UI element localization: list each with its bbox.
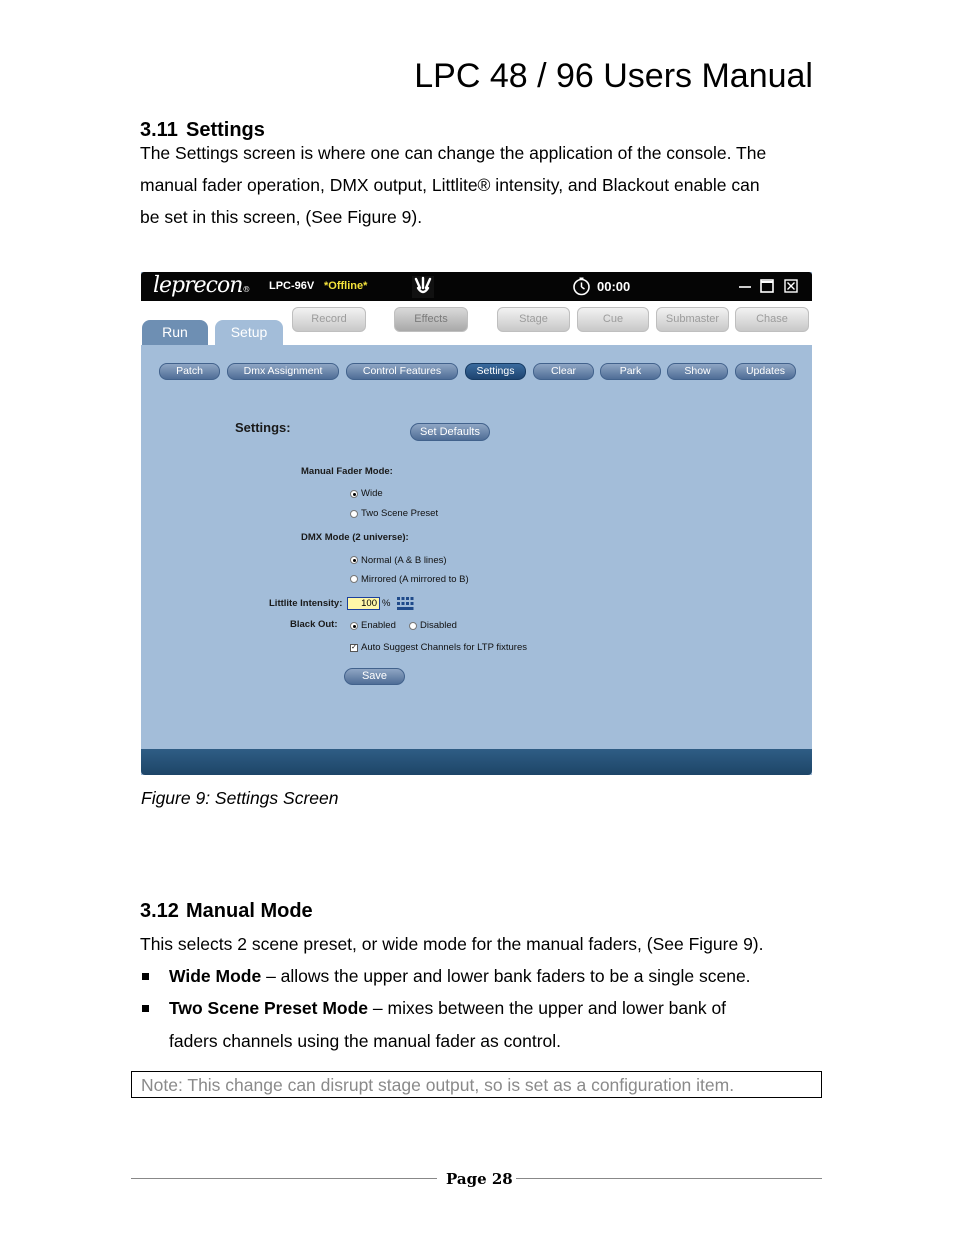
title-bar bbox=[141, 272, 812, 301]
clock-icon bbox=[572, 277, 591, 296]
mirrored-option-label: Mirrored (A mirrored to B) bbox=[361, 574, 469, 585]
blackout-disabled-radio[interactable] bbox=[409, 622, 417, 630]
status-footer bbox=[141, 749, 812, 775]
offline-status: *Offline* bbox=[324, 280, 368, 292]
normal-radio[interactable] bbox=[350, 556, 358, 564]
settings-screen-figure bbox=[141, 272, 812, 775]
section-title: Manual Mode bbox=[186, 900, 313, 922]
bullet-term: Wide Mode bbox=[169, 966, 262, 986]
blackout-enabled-label: Enabled bbox=[361, 620, 396, 631]
auto-suggest-label: Auto Suggest Channels for LTP fixtures bbox=[361, 642, 527, 653]
dmx-assignment-button[interactable]: Dmx Assignment bbox=[227, 363, 339, 380]
manual-mode-intro: This selects 2 scene preset, or wide mode for the manual faders, (See Figure 9). bbox=[140, 934, 764, 954]
littlite-intensity-label: Littlite Intensity: bbox=[269, 598, 343, 609]
park-button[interactable]: Park bbox=[600, 363, 661, 380]
record-button[interactable]: Record bbox=[292, 307, 366, 332]
keypad-icon[interactable] bbox=[397, 597, 414, 610]
show-button[interactable]: Show bbox=[667, 363, 728, 380]
bullet-marker bbox=[142, 973, 149, 980]
bullet-continuation: faders channels using the manual fader as control. bbox=[169, 1031, 562, 1051]
settings-label: Settings: bbox=[235, 420, 291, 435]
save-button[interactable]: Save bbox=[344, 668, 405, 685]
two-scene-preset-option-label: Two Scene Preset bbox=[361, 508, 439, 519]
minimize-icon[interactable] bbox=[737, 278, 753, 294]
percent-unit: % bbox=[382, 598, 391, 609]
effects-button[interactable]: Effects bbox=[394, 307, 468, 332]
hand-logo-icon bbox=[412, 276, 434, 298]
section-heading-manual-mode bbox=[140, 899, 313, 923]
chase-button[interactable]: Chase bbox=[735, 307, 809, 332]
black-out-label: Black Out: bbox=[290, 619, 338, 630]
set-defaults-button[interactable]: Set Defaults bbox=[410, 423, 490, 441]
note-text: Note: This change can disrupt stage output, so is set as a configuration item. bbox=[141, 1075, 735, 1095]
patch-button[interactable]: Patch bbox=[159, 363, 220, 380]
tab-run[interactable]: Run bbox=[142, 320, 208, 345]
wide-option-label: Wide bbox=[361, 488, 383, 499]
settings-paragraph-line: The Settings screen is where one can change the application of the console. The bbox=[140, 143, 767, 163]
blackout-disabled-label: Disabled bbox=[420, 620, 457, 631]
section-number: 3.12 bbox=[140, 900, 179, 922]
littlite-intensity-input[interactable]: 100 bbox=[347, 597, 380, 610]
auto-suggest-checkbox[interactable]: ✓ bbox=[351, 644, 357, 651]
dmx-mode-label: DMX Mode (2 universe): bbox=[301, 532, 409, 543]
clock-time: 00:00 bbox=[597, 279, 631, 294]
updates-button[interactable]: Updates bbox=[735, 363, 796, 380]
section-number: 3.11 bbox=[140, 119, 178, 141]
clear-button[interactable]: Clear bbox=[533, 363, 594, 380]
section-title: Settings bbox=[186, 119, 265, 141]
model-label: LPC-96V bbox=[269, 280, 315, 292]
close-icon[interactable] bbox=[783, 278, 799, 294]
note-box bbox=[131, 1071, 822, 1098]
settings-button[interactable]: Settings bbox=[465, 363, 526, 380]
bullet-text: – allows the upper and lower bank faders to be a single scene. bbox=[261, 966, 751, 986]
settings-paragraph-line: be set in this screen, (See Figure 9). bbox=[140, 207, 423, 227]
two-scene-preset-radio[interactable] bbox=[350, 510, 358, 518]
submaster-button[interactable]: Submaster bbox=[656, 307, 729, 332]
tab-setup[interactable]: Setup bbox=[215, 320, 283, 345]
manual-fader-mode-label: Manual Fader Mode: bbox=[301, 466, 393, 477]
maximize-icon[interactable] bbox=[759, 278, 775, 294]
footer-rule-left bbox=[131, 1178, 437, 1179]
document-title: LPC 48 / 96 Users Manual bbox=[414, 57, 813, 95]
bullet-text: – mixes between the upper and lower bank of bbox=[368, 998, 727, 1018]
wide-radio[interactable] bbox=[350, 490, 358, 498]
bullet-term: Two Scene Preset Mode bbox=[169, 998, 369, 1018]
footer-rule-right bbox=[516, 1178, 822, 1179]
cue-button[interactable]: Cue bbox=[577, 307, 649, 332]
normal-option-label: Normal (A & B lines) bbox=[361, 555, 447, 566]
stage-button[interactable]: Stage bbox=[497, 307, 570, 332]
blackout-enabled-radio[interactable] bbox=[350, 622, 358, 630]
page-number: Page 28 bbox=[446, 1170, 513, 1188]
mirrored-radio[interactable] bbox=[350, 575, 358, 583]
leprecon-logo: leprecon® bbox=[153, 273, 250, 298]
settings-paragraph-line: manual fader operation, DMX output, Littlite® intensity, and Blackout enable can bbox=[140, 175, 760, 195]
bullet-marker bbox=[142, 1005, 149, 1012]
figure-caption: Figure 9: Settings Screen bbox=[141, 788, 339, 808]
control-features-button[interactable]: Control Features bbox=[346, 363, 458, 380]
